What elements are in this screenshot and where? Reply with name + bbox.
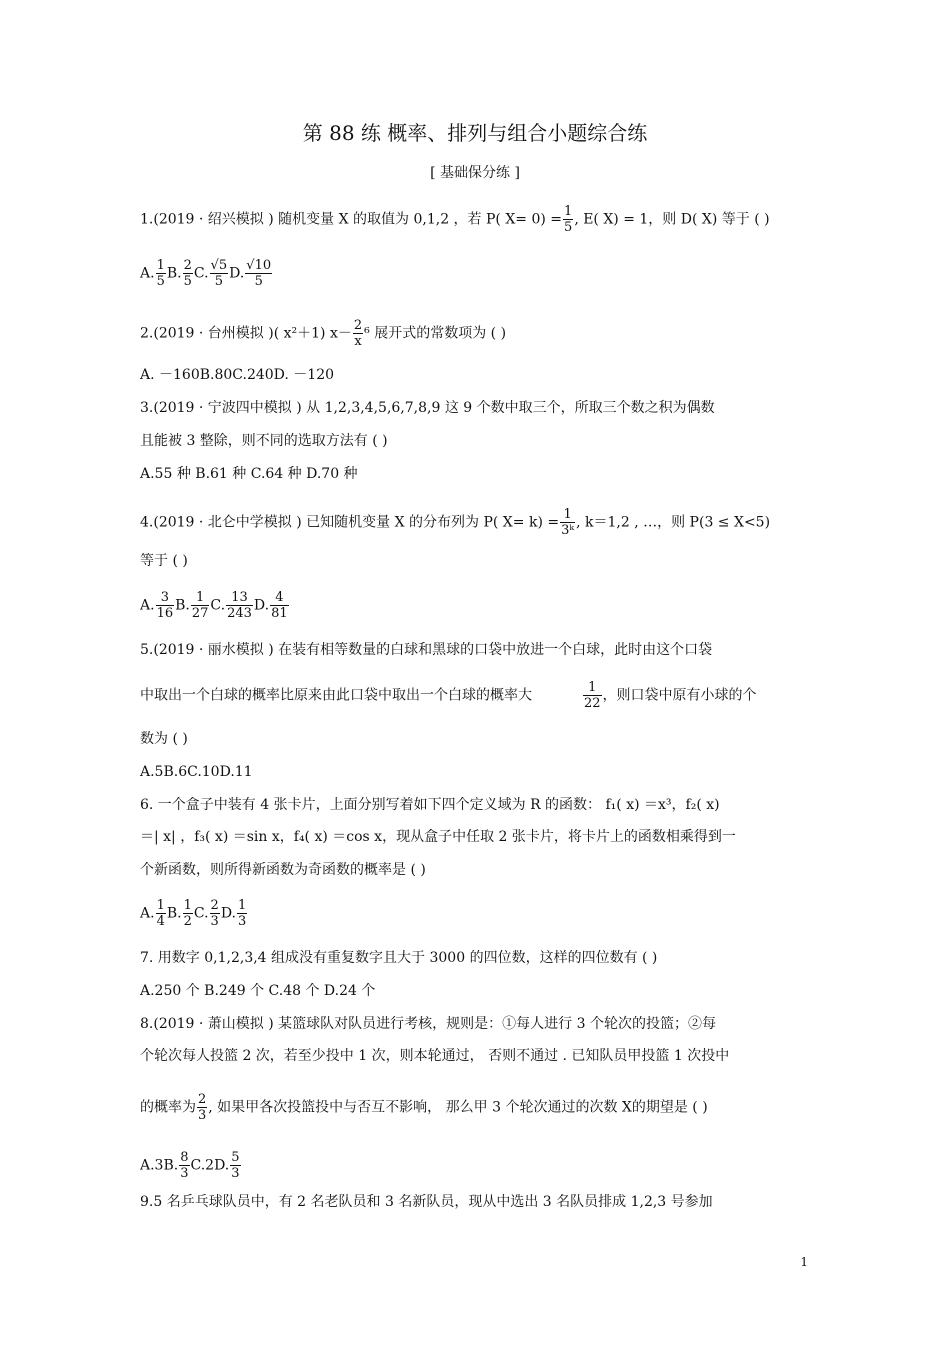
- q4-opt-a-label: A.: [140, 597, 155, 614]
- question-1-options: [140, 258, 273, 289]
- q5-frac-n: 1: [583, 680, 602, 696]
- q4-opt-a-d: 16: [156, 606, 174, 621]
- q4-opt-c-d: 243: [227, 606, 252, 621]
- q8-opt-b-n: 8: [180, 1150, 189, 1165]
- question-5-line-2: [140, 680, 757, 711]
- q4-opt-d-n: 4: [270, 590, 289, 606]
- q6-opt-b: [183, 898, 193, 929]
- q8-opt-d-d: 3: [231, 1166, 240, 1181]
- q4-opt-a-n: 3: [156, 590, 175, 606]
- question-4-stem: [140, 507, 770, 538]
- q6-opt-c-n: 2: [210, 898, 219, 913]
- question-9-line-1: 9.5 名乒乓球队员中，有 2 名老队员和 3 名新队员，现从中选出 3 名队员排成 1,2,3 号参加: [140, 1194, 713, 1210]
- question-8-line-1: 8.(2019 · 萧山模拟 ) 某篮球队对队员进行考核，规则是：①每人进行 3 个轮次的投篮；②每: [140, 1016, 716, 1032]
- q1-opt-c-label: C.: [193, 265, 209, 282]
- q4-opt-c-label: C.: [210, 597, 226, 614]
- q4-stem-a: 4.(2019 · 北仑中学模拟 ) 已知随机变量 X 的分布列为 P( X= k) =: [140, 514, 560, 531]
- q4-opt-b-n: 1: [191, 590, 210, 606]
- q1-opt-c-n: √5: [210, 258, 228, 273]
- q4-opt-d-label: D.: [253, 597, 270, 614]
- q1-opt-a-label: A.: [140, 265, 155, 282]
- q6-opt-b-n: 1: [183, 898, 192, 913]
- q8-frac-n: 2: [198, 1092, 207, 1107]
- q5-line-2-a: 中取出一个白球的概率比原来由此口袋中取出一个白球的概率大: [140, 687, 532, 704]
- q1-stem-b: , E( X) = 1，则 D( X) 等于 ( ): [574, 211, 770, 228]
- q4-fraction: [560, 507, 575, 538]
- q6-opt-b-label: B.: [166, 905, 182, 922]
- question-6-line-2: ＝| x| ，f₃( x) ＝sin x，f₄( x) ＝cos x，现从盒子中任取 2 张卡片，将卡片上的函数相乘得到一: [140, 829, 736, 845]
- question-7-options: A.250 个 B.249 个 C.48 个 D.24 个: [140, 983, 376, 999]
- q4-opt-d: [270, 590, 289, 621]
- q1-opt-d-d: 5: [254, 274, 263, 289]
- question-4-options: [140, 590, 290, 621]
- q4-stem-b: , k＝1,2 , …，则 P(3 ≤ X<5): [576, 514, 771, 531]
- q6-opt-a-label: A.: [140, 905, 155, 922]
- q1-opt-a-n: 1: [156, 258, 165, 273]
- q6-opt-a-d: 4: [156, 914, 165, 929]
- question-8-line-3: [140, 1092, 708, 1123]
- q6-opt-a: [156, 898, 166, 929]
- q6-opt-d: [237, 898, 247, 929]
- q1-opt-c: [210, 258, 229, 289]
- question-6-line-3: 个新函数，则所得新函数为奇函数的概率是 ( ): [140, 862, 426, 878]
- page-title: 第 88 练 概率、排列与组合小题综合练: [302, 121, 648, 145]
- question-4-line-2: 等于 ( ): [140, 553, 188, 569]
- q6-opt-b-d: 2: [183, 914, 192, 929]
- question-3-line-1: 3.(2019 · 宁波四中模拟 ) 从 1,2,3,4,5,6,7,8,9 这 9 个数中取三个，所取三个数之积为偶数: [140, 400, 715, 416]
- q4-opt-b-label: B.: [175, 597, 190, 614]
- q8-opt-b: [179, 1150, 189, 1181]
- q4-opt-a: [156, 590, 175, 621]
- q2-stem-a: 2.(2019 · 台州模拟 )( x²＋1) x－: [140, 325, 352, 342]
- q8-line-3-a: 的概率为: [140, 1099, 196, 1116]
- question-3-line-2: 且能被 3 整除，则不同的选取方法有 ( ): [140, 433, 388, 449]
- q1-frac-d: 5: [564, 220, 573, 235]
- q1-opt-b-d: 5: [183, 274, 192, 289]
- q1-opt-a: [156, 258, 166, 289]
- q1-stem-a: 1.(2019 · 绍兴模拟 ) 随机变量 X 的取值为 0,1,2 ，若 P( X= 0) =: [140, 211, 563, 228]
- q8-line-3-b: , 如果甲各次投篮投中与否互不影响， 那么甲 3 个轮次通过的次数 X的期望是 ( ): [208, 1099, 708, 1116]
- question-1-stem: [140, 204, 770, 235]
- q8-opt-a: A.3B.: [140, 1157, 179, 1174]
- q4-opt-b: [191, 590, 210, 621]
- question-8-options: [140, 1150, 242, 1181]
- q6-opt-d-label: D.: [220, 905, 237, 922]
- q1-opt-b-n: 2: [183, 258, 192, 273]
- question-2-options: A. －160B.80C.240D. －120: [140, 367, 335, 383]
- question-5-line-1: 5.(2019 · 丽水模拟 ) 在装有相等数量的白球和黑球的口袋中放进一个白球，此时由这个口袋: [140, 642, 713, 658]
- question-6-line-1: 6. 一个盒子中装有 4 张卡片，上面分别写着如下四个定义域为 R 的函数： f₁( x) ＝x³，f₂( x): [140, 797, 720, 813]
- q2-frac-n: 2: [353, 318, 363, 333]
- q5-fraction: [583, 680, 602, 711]
- q2-stem-b: ⁶ 展开式的常数项为 ( ): [364, 325, 507, 342]
- section-label: [ 基础保分练 ]: [430, 165, 520, 181]
- q6-opt-c: [210, 898, 220, 929]
- q6-opt-a-n: 1: [156, 898, 165, 913]
- q1-opt-d-n: √10: [246, 258, 272, 273]
- q8-opt-b-d: 3: [180, 1166, 189, 1181]
- q1-opt-b: [183, 258, 193, 289]
- q5-line-2-b: ，则口袋中原有小球的个: [602, 687, 757, 704]
- q6-opt-d-n: 1: [238, 898, 247, 913]
- q6-opt-c-label: C.: [193, 905, 209, 922]
- q5-frac-d: 22: [584, 696, 601, 711]
- q4-frac-n: 1: [560, 507, 575, 523]
- question-5-line-3: 数为 ( ): [140, 731, 188, 747]
- q6-opt-c-d: 3: [210, 914, 219, 929]
- q1-frac-n: 1: [564, 204, 573, 219]
- q2-fraction: [353, 318, 363, 349]
- q1-opt-b-label: B.: [166, 265, 182, 282]
- q4-opt-c: [226, 590, 253, 621]
- q4-opt-d-d: 81: [271, 606, 288, 621]
- q8-opt-d: [230, 1150, 240, 1181]
- q4-frac-d: 3ᵏ: [561, 523, 575, 538]
- q4-opt-c-n: 13: [226, 590, 253, 606]
- q1-opt-c-d: 5: [214, 274, 223, 289]
- question-2-stem: [140, 318, 506, 349]
- q1-opt-a-d: 5: [156, 274, 165, 289]
- q6-opt-d-d: 3: [238, 914, 247, 929]
- q8-fraction: [197, 1092, 207, 1123]
- q1-fraction: [563, 204, 573, 235]
- question-7-line-1: 7. 用数字 0,1,2,3,4 组成没有重复数字且大于 3000 的四位数，这样的四位数有 ( ): [140, 950, 658, 966]
- question-6-options: [140, 898, 248, 929]
- question-3-options: A.55 种 B.61 种 C.64 种 D.70 种: [140, 466, 358, 482]
- q4-opt-b-d: 27: [191, 606, 209, 621]
- q8-frac-d: 3: [198, 1108, 207, 1123]
- question-8-line-2: 个轮次每人投篮 2 次，若至少投中 1 次，则本轮通过， 否则不通过 . 已知队员甲投篮 1 次投中: [140, 1048, 730, 1064]
- q8-opt-d-n: 5: [231, 1150, 240, 1165]
- q1-opt-d: [245, 258, 272, 289]
- q8-opt-c: C.2D.: [190, 1157, 230, 1174]
- question-5-options: A.5B.6C.10D.11: [140, 764, 253, 780]
- q1-opt-d-label: D.: [229, 265, 245, 282]
- page-number: 1: [800, 1255, 808, 1269]
- q2-frac-d: x: [354, 334, 362, 349]
